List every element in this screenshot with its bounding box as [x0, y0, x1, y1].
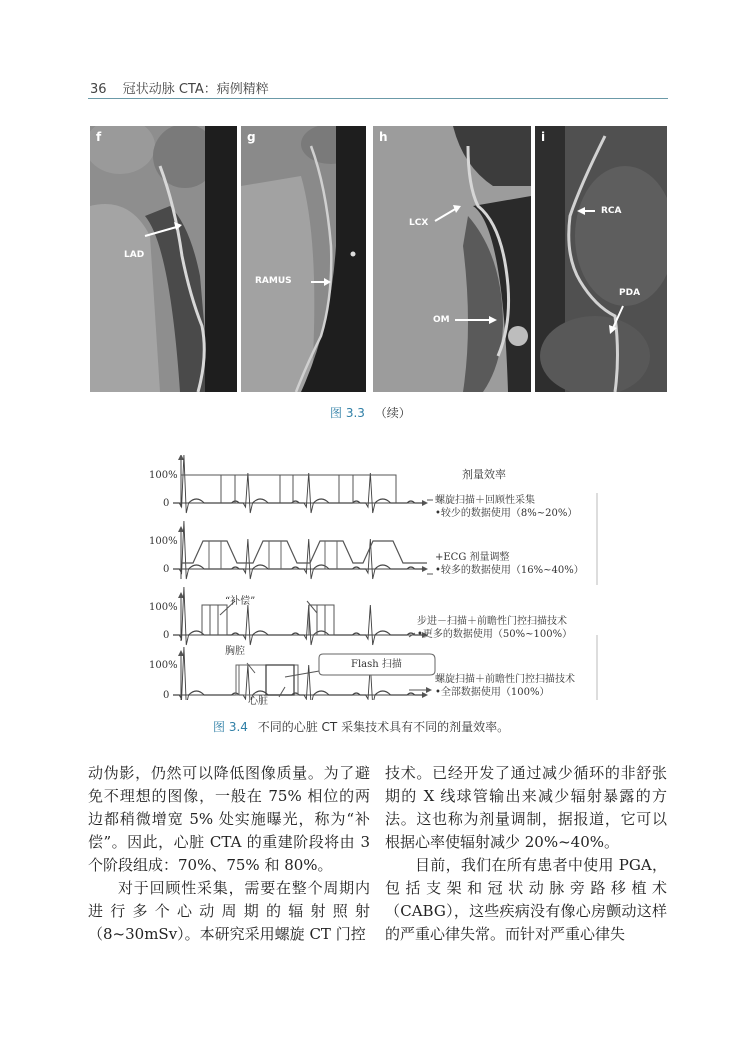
- diagram-title: 剂量效率: [462, 468, 506, 481]
- figure-3-4-caption: [213, 718, 509, 735]
- y-label-0: 0: [163, 690, 170, 701]
- paragraph: 技术。已经开发了通过减少循环的非舒张期的 X 线球管输出来减少辐射暴露的方法。这也称为剂量调制，据报道，它可以根据心率使辐射减少 20%~40%。: [385, 764, 667, 851]
- annotation-lcx: LCX: [409, 218, 429, 228]
- callout-flash-scan: Flash 扫描: [351, 659, 402, 670]
- ct-panel-h: [373, 126, 531, 392]
- y-label-100: 100%: [149, 660, 178, 671]
- page-number: 36: [90, 82, 107, 97]
- y-label-100: 100%: [149, 536, 178, 547]
- caption-number: 图 3.3: [330, 406, 365, 420]
- y-label-0: 0: [163, 498, 170, 509]
- row-label-step-shoot: 步进－扫描＋前瞻性门控扫描技术 •更多的数据使用（50%~100%）: [417, 616, 573, 640]
- ct-panel-g: [241, 126, 366, 392]
- running-head: [90, 78, 668, 98]
- ct-panel-f: [90, 126, 237, 392]
- panel-label: i: [541, 130, 546, 144]
- y-label-100: 100%: [149, 602, 178, 613]
- body-left-column: [88, 762, 370, 946]
- annotation-ramus: RAMUS: [255, 276, 292, 286]
- paragraph: 对于回顾性采集，需要在整个周期内进行多个心动周期的辐射照射（8~30mSv）。本研究采用螺旋 CT 门控: [88, 879, 370, 943]
- row-label-ecg-modulation: +ECG 剂量调整 •较多的数据使用（16%~40%）: [435, 552, 584, 576]
- caption-text: 不同的心脏 CT 采集技术具有不同的剂量效率。: [257, 720, 510, 734]
- paragraph: 目前，我们在所有患者中使用 PGA，包括支架和冠状动脉旁路移植术（CABG），这些疾病没有像心房颤动这样的严重心律失常。而针对严重心律失: [385, 856, 667, 943]
- callout-chest: 胸腔: [225, 646, 245, 657]
- figure-3-3-caption: [330, 404, 411, 421]
- annotation-rca: RCA: [601, 206, 622, 216]
- paragraph: 动伪影，仍然可以降低图像质量。为了避免不理想的图像，一般在 75% 相位的两边都稍微增宽 5% 处实施曝光，称为“补偿”。因此，心脏 CTA 的重建阶段将由 3 个阶段组成：70%、75% 和 80%。: [88, 764, 370, 874]
- dose-efficiency-diagram: [145, 455, 615, 707]
- y-label-100: 100%: [149, 470, 178, 481]
- annotation-om: OM: [433, 315, 450, 325]
- panel-label: g: [247, 130, 256, 144]
- book-title: 冠状动脉 CTA：病例精粹: [122, 82, 269, 97]
- row-label-flash: 螺旋扫描＋前瞻性门控扫描技术 •全部数据使用（100%）: [435, 674, 575, 698]
- caption-number: 图 3.4: [213, 720, 248, 734]
- callout-heart: 心脏: [248, 696, 268, 707]
- header-rule: [88, 98, 668, 99]
- caption-text: （续）: [374, 406, 411, 420]
- annotation-lad: LAD: [124, 250, 145, 260]
- annotation-pda: PDA: [619, 288, 641, 298]
- body-right-column: [385, 762, 667, 946]
- panel-label: f: [96, 130, 102, 144]
- callout-compensation: “补偿”: [225, 596, 256, 607]
- panel-label: h: [379, 130, 388, 144]
- y-label-0: 0: [163, 630, 170, 641]
- ct-panel-i: [535, 126, 667, 392]
- y-label-0: 0: [163, 564, 170, 575]
- row-label-helical-retrospective: 螺旋扫描＋回顾性采集 •较少的数据使用（8%~20%）: [435, 495, 578, 519]
